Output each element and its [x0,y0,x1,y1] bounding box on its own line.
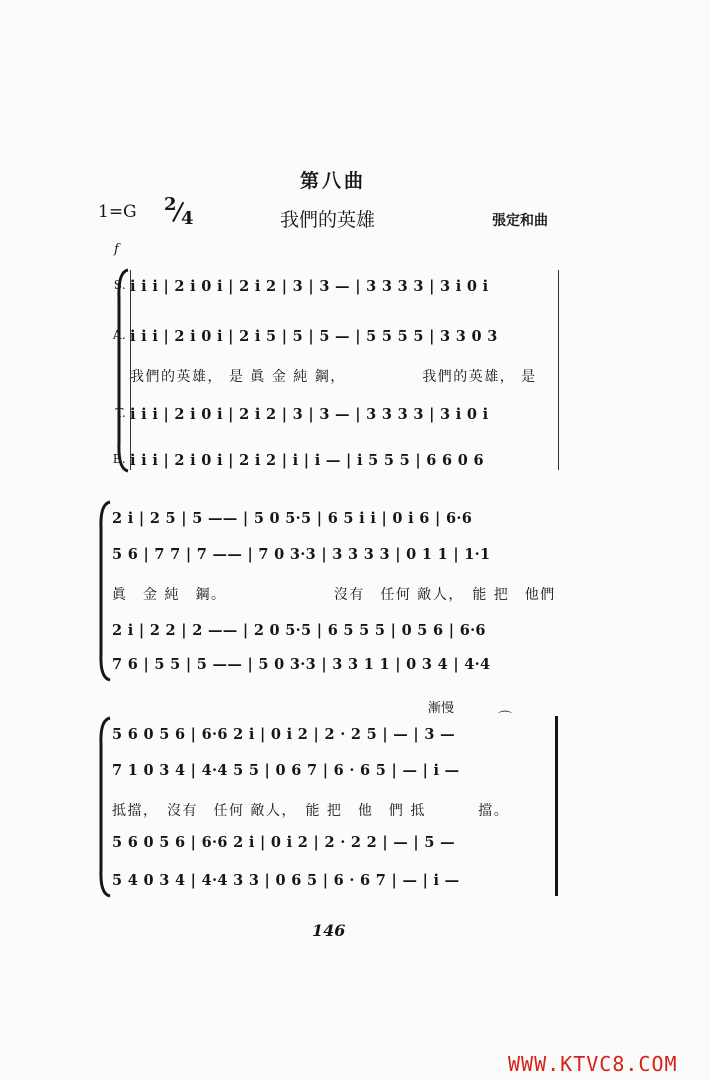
time-signature [164,194,198,230]
dynamic-marking: f [114,242,119,257]
voice-line-alto [112,328,498,345]
voice-line-bass [112,656,490,673]
voice-line-bass [112,872,459,889]
voice-line-alto [112,546,490,563]
score-system-2 [112,500,562,680]
notation: 7 1 0 3 4 | 4·4 5 5 | 0 6 7 | 6 · 6 5 | — | i — [112,762,460,779]
notation: i i i | 2 i 0 i | 2 i 2 | 3 | 3 — | 3 3 3 3 | 3 i 0 i [130,278,489,295]
system-bracket [98,716,112,898]
notation: 5 6 0 5 6 | 6·6 2 i | 0 i 2 | 2 · 2 2 | — | 5 — [112,834,455,851]
notation: 5 6 0 5 6 | 6·6 2 i | 0 i 2 | 2 · 2 5 | — | 3 — [112,726,455,743]
notation: 7 6 | 5 5 | 5 —— | 5 0 3·3 | 3 3 1 1 | 0 3 4 | 4·4 [112,656,491,673]
system-bracket [113,268,130,473]
score-system-3 [112,711,562,896]
meter-top: 2 [164,194,177,215]
section-title: 第八曲 [300,170,367,192]
score-system-1 [112,268,560,473]
voice-label: T. [115,406,126,420]
fermata-icon: ⌒ [498,711,512,727]
key-signature: 1=G [98,202,137,222]
voice-line-alto [112,762,459,779]
barline [558,270,559,470]
lyric-line: 我們的英雄， 是 眞 金 純 鋼， 我們的英雄， 是 [130,369,537,385]
composer: 張定和曲 [492,213,548,229]
voice-line-tenor [115,406,489,423]
system-bracket [98,500,112,682]
tempo-marking: 漸慢 [428,701,455,716]
voice-label: B. [112,452,126,466]
voice-line-bass [112,452,484,469]
notation: i i i | 2 i 0 i | 2 i 2 | 3 | 3 — | 3 3 3 3 | 3 i 0 i [130,406,489,423]
lyric-line: 眞 金 純 鋼。 沒有 任何 敵人， 能 把 他們 [112,587,556,603]
notation: 2 i | 2 5 | 5 —— | 5 0 5·5 | 6 5 i i | 0 i 6 | 6·6 [112,510,473,527]
watermark: WWW.KTVC8.COM [508,1052,678,1076]
voice-line-soprano [112,510,472,527]
final-barline [555,716,558,896]
voice-line-tenor [112,622,486,639]
voice-line-tenor [112,834,455,851]
voice-line-soprano [113,278,489,295]
notation: i i i | 2 i 0 i | 2 i 5 | 5 | 5 — | 5 5 5 5 | 3 3 0 3 [130,328,498,345]
page-number: 146 [312,921,346,940]
voice-label: S. [113,278,126,292]
song-title: 我們的英雄 [280,209,376,231]
lyric-line: 抵擋， 沒有 任何 敵人， 能 把 他 們 抵 擋。 [112,803,510,819]
notation: i i i | 2 i 0 i | 2 i 2 | i | i — | i 5 5 5 | 6 6 0 6 [130,452,484,469]
meter-bottom: 4 [181,208,194,229]
notation: 5 6 | 7 7 | 7 —— | 7 0 3·3 | 3 3 3 3 | 0 1 1 | 1·1 [112,546,491,563]
notation: 2 i | 2 2 | 2 —— | 2 0 5·5 | 6 5 5 5 | 0 5 6 | 6·6 [112,622,486,639]
voice-line-soprano [112,726,455,743]
notation: 5 4 0 3 4 | 4·4 3 3 | 0 6 5 | 6 · 6 7 | — | i — [112,872,460,889]
voice-label: A. [112,328,126,342]
